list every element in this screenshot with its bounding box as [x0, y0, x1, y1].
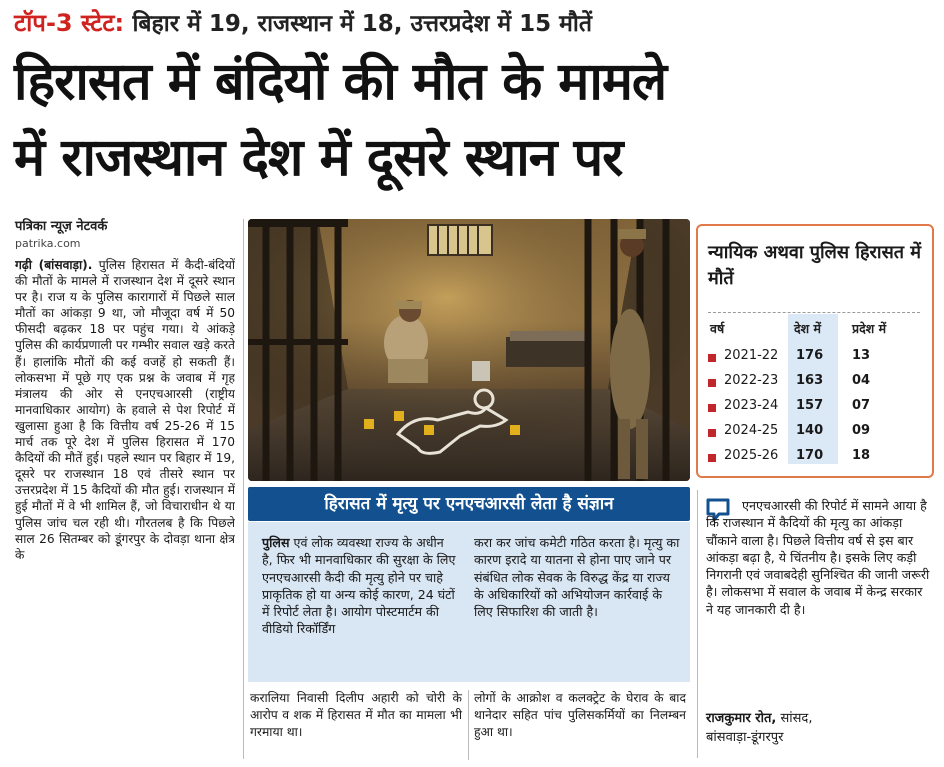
- lead-body: पुलिस हिरासत में कैदी-बंदियों की मौतों के मामले में राजस्थान देश में दूसरे स्थान पर है। राज य के पुलिस कारागारों में पिछले साल मौतों का आंकड़ा 9 था, जो मौजूदा वर्ष में 50 फीसदी बढ़कर 18 पर पहुंच गया। ये आंकड़े पुलिस की कार्यप्रणाली पर गम्भीर सवाल खड़े करते हैं। हालांकि मौतों की कई वजहें हो सकती हैं। लोकसभा में पूछे गए एक प्रश्न के जवाब में गृह मंत्रालय की ओर से एनएचआरसी (राष्ट्रीय मानवाधिकार आयोग) के हवाले से पेश रिपोर्ट में खुलासा हुआ है कि वित्तीय वर्ष 25-26 में 15 मार्च तक पूरे देश में पुलिस हिरासत में 170 कैदियों की मौतें हुई। पहले स्थान पर बिहार में 19, दूसरे पर राजस्थान 18 एवं तीसरे स्थान पर उत्तरप्रदेश में 15 कैदियों की मौत हुई। राजस्थान में हुई मौतों में वे भी शामिल हैं, जो विचाराधीन थे या पुलिस जांच चल रही थी। गौरतलब है कि पिछले साल 26 सितम्बर को डूंगरपुर के दोवड़ा थाना क्षेत्र के: [15, 258, 235, 562]
- table-cell-national: 140: [796, 423, 824, 438]
- lead-story: [15, 257, 235, 762]
- bullet-square-icon: [708, 429, 716, 437]
- kicker-text: बिहार में 19, राजस्थान में 18, उत्तरप्रदेश में 15 मौतें: [132, 11, 592, 37]
- bullet-square-icon: [708, 454, 716, 462]
- bullet-square-icon: [708, 404, 716, 412]
- bullet-square-icon: [708, 354, 716, 362]
- table-cell-state: 07: [852, 398, 871, 413]
- mp-name-text: राजकुमार रोत,: [706, 711, 777, 726]
- deaths-table-title: न्यायिक अथवा पुलिस हिरासत में मौतें: [708, 242, 922, 289]
- byline-site: patrika.com: [15, 237, 81, 250]
- column-divider: [243, 219, 244, 759]
- byline-agency: पत्रिका न्यूज़ नेटवर्क: [15, 219, 108, 234]
- table-cell-state: 09: [852, 423, 871, 438]
- nhrc-column-1: [262, 534, 458, 638]
- table-row: [706, 398, 926, 418]
- table-cell-state: 18: [852, 448, 871, 463]
- table-cell-national: 170: [796, 448, 824, 463]
- table-cell-year: 2024-25: [724, 423, 779, 438]
- table-cell-national: 163: [796, 373, 824, 388]
- table-row: [706, 448, 926, 468]
- headline-line-2: में राजस्थान देश में दूसरे स्थान पर: [14, 128, 623, 188]
- continuation-column-2: लोगों के आक्रोश व कलक्ट्रेट के घेराव के बाद थानेदार सहित पांच पुलिसकर्मियों का निलम्बन हुआ था।: [474, 691, 686, 740]
- nhrc-column-1-lead: पुलिस: [262, 535, 290, 550]
- kicker-tag: टॉप-3 स्टेट: [14, 9, 115, 37]
- mp-constituency: बांसवाड़ा-डूंगरपुर: [706, 730, 784, 745]
- table-cell-year: 2023-24: [724, 398, 779, 413]
- table-header-year: वर्ष: [710, 321, 725, 336]
- table-cell-state: 13: [852, 348, 871, 363]
- deaths-table-box: [696, 224, 934, 478]
- quote-divider: [697, 490, 698, 758]
- table-row: [706, 423, 926, 443]
- table-row: [706, 348, 926, 368]
- table-cell-year: 2025-26: [724, 448, 779, 463]
- table-cell-state: 04: [852, 373, 871, 388]
- bullet-square-icon: [708, 379, 716, 387]
- mp-role: सांसद,: [780, 711, 813, 726]
- kicker: [14, 4, 934, 42]
- deaths-table-rule: [708, 312, 920, 313]
- table-cell-year: 2022-23: [724, 373, 779, 388]
- nhrc-column-1-text: एवं लोक व्यवस्था राज्य के अधीन है, फिर भी मानवाधिकार की सुरक्षा के लिए एनएचआरसी कैदी की मृत्यु होने पर चाहे प्राकृतिक हो या अन्य कोई कारण, 24 घंटों में रिपोर्ट लेता है। आयोग पोस्टमार्टम की वीडियो रिकॉर्डिंग: [262, 535, 456, 637]
- table-header-state: प्रदेश में: [852, 321, 887, 336]
- lead-dateline: गढ़ी (बांसवाड़ा).: [15, 258, 93, 272]
- table-header-national: देश में: [794, 321, 821, 336]
- table-cell-national: 157: [796, 398, 824, 413]
- mp-quote: एनएचआरसी की रिपोर्ट में सामने आया है कि राजस्थान में कैदियों की मृत्यु का आंकड़ा चौंकाने वाला है। पिछले वित्तीय वर्ष से इस बार आंकड़ा बढ़ा है, ये चिंतनीय है। इसके लिए कड़ी निगरानी एवं जवाबदेही सुनिश्चित की जानी जरूरी है। लोकसभा में सवाल के जवाब में केन्द्र सरकार ने यह जानकारी दी है।: [706, 498, 930, 617]
- jail-cell-illustration: [248, 219, 690, 481]
- mp-name: [706, 708, 812, 726]
- headline: [14, 44, 930, 196]
- table-cell-national: 176: [796, 348, 824, 363]
- jail-cell-photo: [248, 219, 690, 481]
- nhrc-column-2: करा कर जांच कमेटी गठित करता है। मृत्यु का कारण इरादे या यातना से होना पाए जाने पर संबंधित लोक सेवक के विरुद्ध केंद्र या राज्य के अधिकारियों को अभियोजन कार्रवाई के लिए सिफारिश की जाती है।: [474, 535, 680, 620]
- continuation-divider: [468, 690, 469, 760]
- nhrc-banner: हिरासत में मृत्यु पर एनएचआरसी लेता है संज्ञान: [248, 487, 690, 521]
- table-cell-year: 2021-22: [724, 348, 779, 363]
- continuation-column-1: करालिया निवासी दिलीप अहारी को चोरी के आरोप व शक में हिरासत में मौत का मामला भी गरमाया था।: [250, 691, 462, 740]
- kicker-separator: :: [114, 9, 125, 37]
- table-row: [706, 373, 926, 393]
- headline-line-1: हिरासत में बंदियों की मौत के मामले: [14, 52, 667, 112]
